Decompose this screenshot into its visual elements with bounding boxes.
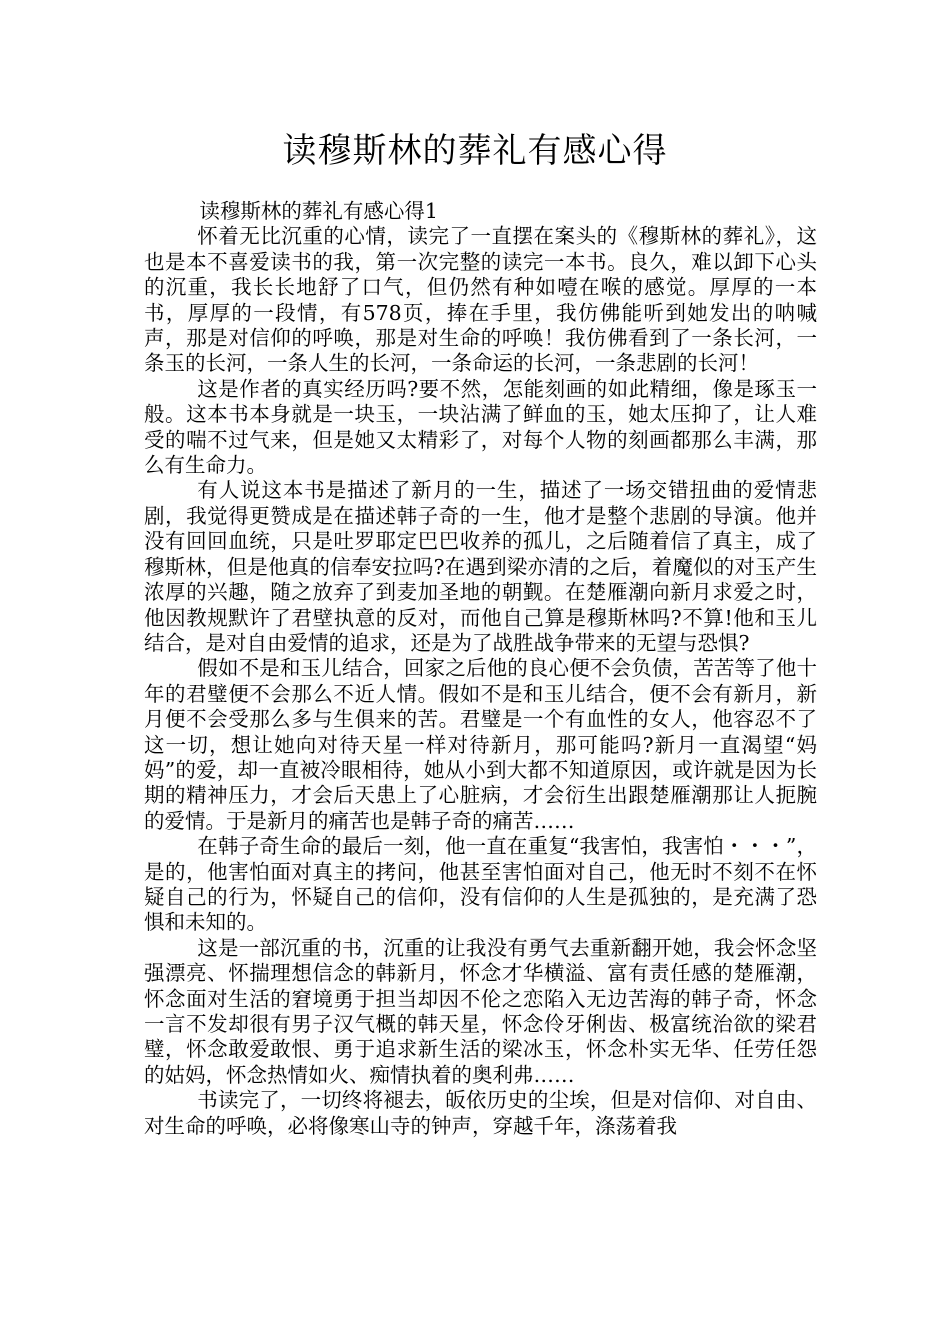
paragraph-6: 这是一部沉重的书，沉重的让我没有勇气去重新翻开她，我会怀念坚强漂亮、怀揣理想信念的韩新月，怀念才华横溢、富有责任感的楚雁潮，怀念面对生活的窘境勇于担当却因不伦之恋陷入无边苦海的韩子奇，怀念一言不发却很有男子汉气概的韩天星，怀念伶牙俐齿、极富统治欲的梁君璧，怀念敢爱敢恨、勇于追求新生活的梁冰玉，怀念朴实无华、任劳任怨的姑妈，怀念热情如火、痴情执着的奥利弗…… (144, 935, 817, 1087)
paragraph-1: 怀着无比沉重的心情，读完了一直摆在案头的《穆斯林的葬礼》，这也是本不喜爱读书的我，第一次完整的读完一本书。良久，难以卸下心头的沉重，我长长地舒了口气，但仍然有种如噎在喉的感觉。厚厚的一本书，厚厚的一段情，有578页，捧在手里，我仿佛能听到她发出的呐喊声，那是对信仰的呼唤，那是对生命的呼唤！我仿佛看到了一条长河，一条玉的长河，一条人生的长河，一条命运的长河，一条悲剧的长河！ (144, 224, 817, 376)
document-body (144, 199, 817, 1139)
paragraph-2: 这是作者的真实经历吗?要不然，怎能刻画的如此精细，像是琢玉一般。这本书本身就是一块玉，一块沾满了鲜血的玉，她太压抑了，让人难受的喘不过气来，但是她又太精彩了，对每个人物的刻画都那么丰满，那么有生命力。 (144, 376, 817, 478)
paragraph-4: 假如不是和玉儿结合，回家之后他的良心便不会负债，苦苦等了他十年的君璧便不会那么不近人情。假如不是和玉儿结合，便不会有新月，新月便不会受那么多与生俱来的苦。君璧是一个有血性的女人，他容忍不了这一切，想让她向对待天星一样对待新月，那可能吗?新月一直渴望“妈妈”的爱，却一直被冷眼相待，她从小到大都不知道原因，或许就是因为长期的精神压力，才会后天患上了心脏病，才会衍生出跟楚雁潮那让人扼腕的爱情。于是新月的痛苦也是韩子奇的痛苦…… (144, 656, 817, 833)
paragraph-7: 书读完了，一切终将褪去，皈依历史的尘埃，但是对信仰、对自由、对生命的呼唤，必将像寒山寺的钟声，穿越千年，涤荡着我 (144, 1088, 817, 1138)
paragraph-3: 有人说这本书是描述了新月的一生，描述了一场交错扭曲的爱情悲剧，我觉得更赞成是在描述韩子奇的一生，他才是整个悲剧的导演。他并没有回回血统，只是吐罗耶定巴巴收养的孤儿，之后随着信了真主，成了穆斯林，但是他真的信奉安拉吗?在遇到梁亦清的之后，着魔似的对玉产生浓厚的兴趣，随之放弃了到麦加圣地的朝觐。在楚雁潮向新月求爱之时，他因教规默许了君壁执意的反对，而他自己算是穆斯林吗?不算!他和玉儿结合，是对自由爱情的追求，还是为了战胜战争带来的无望与恐惧? (144, 478, 817, 655)
paragraph-5: 在韩子奇生命的最后一刻，他一直在重复“我害怕，我害怕・・・”，是的，他害怕面对真主的拷问，他甚至害怕面对自己，他无时不刻不在怀疑自己的行为，怀疑自己的信仰，没有信仰的人生是孤独的，是充满了恐惧和未知的。 (144, 834, 817, 935)
section-subtitle: 读穆斯林的葬礼有感心得1 (199, 199, 438, 223)
document-title: 读穆斯林的葬礼有感心得 (282, 131, 668, 171)
